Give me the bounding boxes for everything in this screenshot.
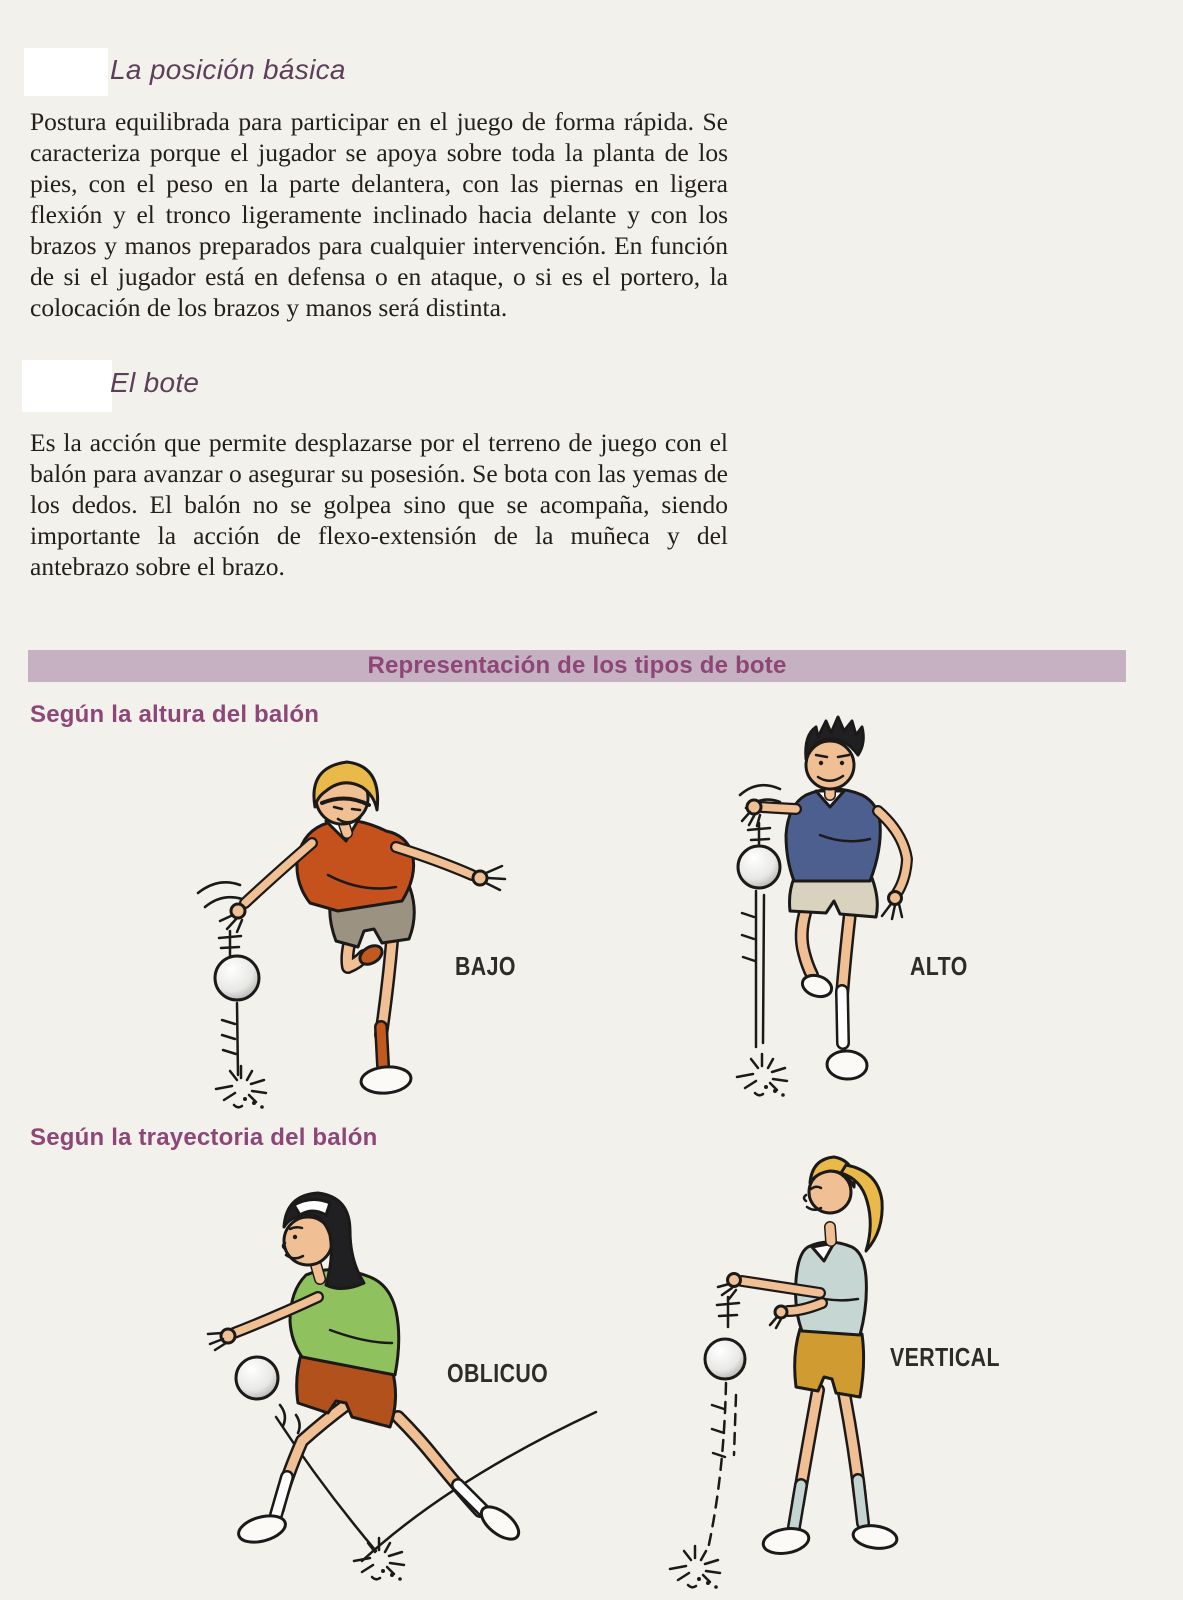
figure-group-subheading: Según la altura del balón [30,701,320,728]
illustration-bote-alto [690,695,1010,1100]
figure-group-subheading: Según la trayectoria del balón [30,1124,378,1151]
figure-banner [28,650,1126,682]
section-heading: La posición básica [110,54,346,85]
illustration-bote-oblicuo [150,1165,620,1585]
impact-star-icon [354,1538,404,1581]
redaction-box [24,48,108,96]
section-body: Es la acción que permite desplazarse por el terreno de juego con el balón para avanzar o asegurar su posesión. Se bota con las yemas de los dedos. El balón no se golpea sino que se acompaña, siendo importante la acción de flexo-extensión de la muñeca y del antebrazo sobre el brazo. [30,428,728,581]
ball-spin-mark [717,1297,739,1327]
ball-icon [215,956,259,1000]
illustration-bote-bajo [150,735,670,1110]
impact-star-icon [737,1054,787,1097]
player-figure-alto [742,717,907,1080]
figure-label: OBLICUO [447,1358,549,1388]
ball-spin-mark [219,931,241,957]
section-heading: El bote [110,367,200,398]
ball-icon [236,1357,278,1399]
impact-star-icon [216,1066,266,1109]
figure-label: BAJO [455,951,516,981]
bounce-line [222,1003,238,1075]
trajectory-line [276,1412,596,1561]
bounce-line [708,1383,736,1549]
figure-banner-title: Representación de los tipos de bote [367,652,787,679]
impact-star-icon [670,1546,720,1589]
ball-spin-mark [748,823,770,845]
figure-label: VERTICAL [890,1342,1000,1372]
figure-label: ALTO [910,951,968,981]
section-body: Postura equilibrada para participar en el juego de forma rápida. Se caracteriza porque el jugador se apoya sobre toda la planta de los pies, con el peso en la parte delantera, con las piernas en ligera flexión y el tronco ligeramente inclinado hacia delante y con los brazos y manos preparados para cualquier intervención. En función de si el jugador está en defensa o en ataque, o si es el portero, la colocación de los brazos y manos será distinta. [30,107,728,322]
ball-icon [738,846,780,888]
player-figure-bajo [220,762,505,1095]
redaction-box [22,360,112,412]
ball-icon [705,1339,745,1379]
bounce-line [742,891,764,1047]
